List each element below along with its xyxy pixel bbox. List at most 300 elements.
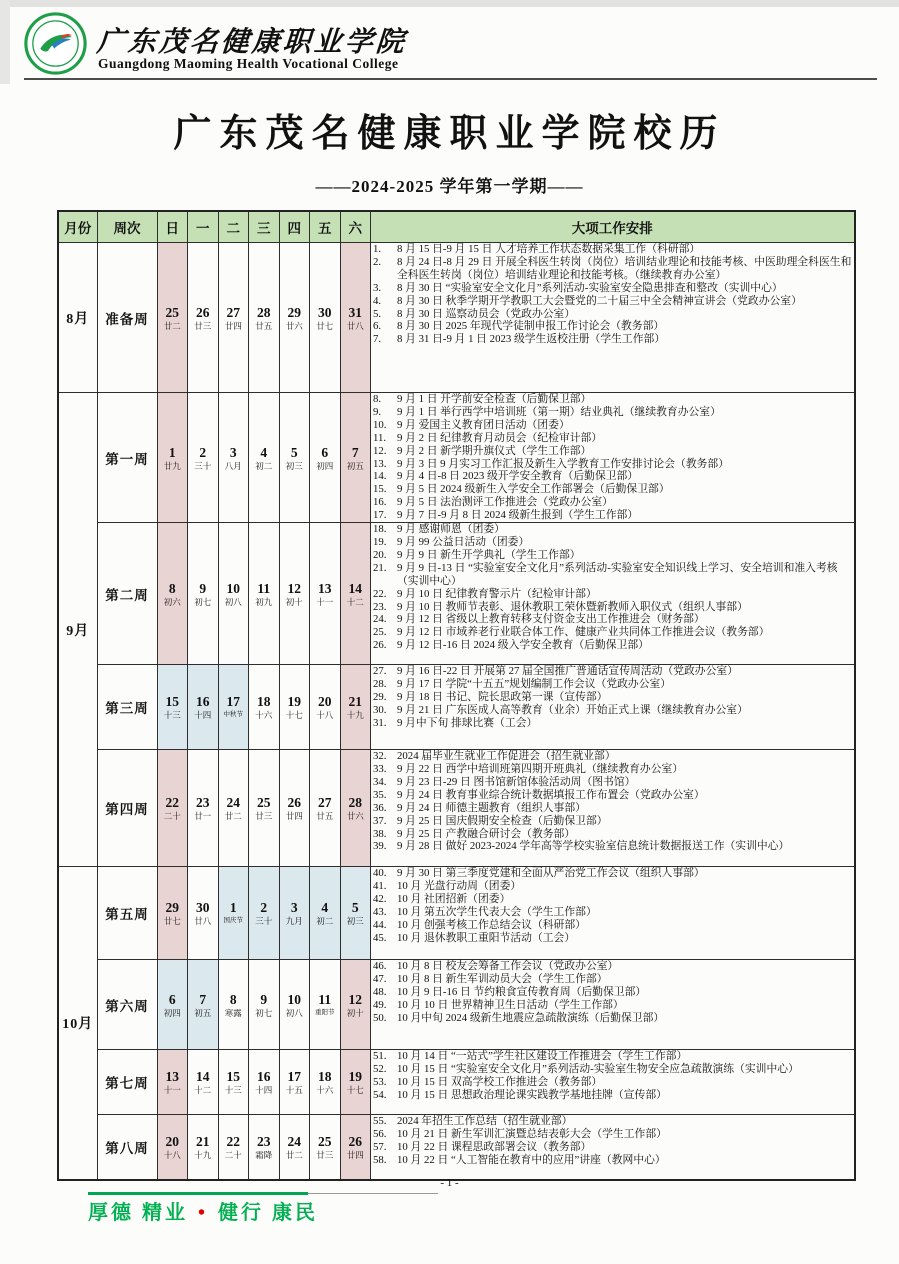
day-number: 28 xyxy=(348,795,362,811)
table-row xyxy=(58,243,855,393)
work-item xyxy=(371,588,854,601)
day-cell xyxy=(249,665,280,750)
day-cell xyxy=(188,243,219,393)
table-row xyxy=(58,665,855,750)
lunar-label: 二十 xyxy=(224,1149,242,1160)
work-item-text: 9 月 16 日-22 日 开展第 27 届全国推广普通话宣传周活动（党政办公室） xyxy=(397,665,738,678)
table-row xyxy=(58,1115,855,1180)
day-number: 20 xyxy=(318,694,332,710)
day-cell xyxy=(279,867,310,960)
work-item xyxy=(371,691,854,704)
work-item-text: 8 月 30 日 秋季学期开学教职工大会暨党的二十届三中全会精神宣讲会（党政办公室） xyxy=(397,294,802,307)
work-item-number: 28. xyxy=(373,677,387,690)
lunar-label: 初四 xyxy=(163,1007,181,1018)
work-item-number: 29. xyxy=(373,690,387,703)
lunar-label: 廿九 xyxy=(163,460,181,471)
day-cell xyxy=(157,243,188,393)
lunar-label: 初二 xyxy=(255,460,273,471)
day-cell xyxy=(157,393,188,523)
day-number: 24 xyxy=(287,1133,301,1149)
day-number: 10 xyxy=(226,580,240,596)
day-number: 30 xyxy=(318,304,332,320)
scan-edge xyxy=(0,0,10,84)
day-cell xyxy=(218,665,249,750)
day-cell xyxy=(340,1050,371,1115)
work-item-number: 15. xyxy=(373,483,387,496)
work-item xyxy=(371,840,854,853)
day-number: 16 xyxy=(196,694,210,710)
work-item xyxy=(371,458,854,471)
work-item xyxy=(371,1089,854,1102)
day-number: 29 xyxy=(165,900,179,916)
day-cell xyxy=(279,1050,310,1115)
work-item xyxy=(371,432,854,445)
lunar-label: 十一 xyxy=(316,596,334,607)
day-cell xyxy=(279,523,310,665)
lunar-label: 廿六 xyxy=(346,811,364,822)
lunar-label: 二十 xyxy=(163,811,181,822)
day-cell xyxy=(249,960,280,1050)
work-item-number: 7. xyxy=(373,333,382,346)
work-item-text: 9 月 10 日 纪律教育警示片（纪检审计部） xyxy=(397,587,597,600)
lunar-label: 十八 xyxy=(316,710,334,721)
work-item-text: 9 月 17 日 学院“十五五”规划编制工作会议（党政办公室） xyxy=(397,677,672,690)
work-item xyxy=(371,763,854,776)
work-item-text: 9 月 4 日-8 日 2023 级开学安全教育（后勤保卫部） xyxy=(397,470,639,483)
lunar-label: 初六 xyxy=(163,596,181,607)
day-number: 29 xyxy=(287,304,301,320)
lunar-label: 初五 xyxy=(194,1007,212,1018)
work-item xyxy=(371,562,854,588)
motto-left: 厚德 精业 xyxy=(88,1202,188,1224)
day-number: 21 xyxy=(196,1133,210,1149)
day-cell xyxy=(340,750,371,867)
work-item-number: 18. xyxy=(373,523,387,536)
day-number: 4 xyxy=(260,444,268,460)
lunar-label: 三十 xyxy=(194,460,212,471)
day-number: 7 xyxy=(199,991,207,1007)
lunar-label: 十六 xyxy=(255,710,273,721)
work-item xyxy=(371,986,854,999)
work-item xyxy=(371,639,854,652)
work-item xyxy=(371,333,854,346)
lunar-label: 重阳节 xyxy=(315,1008,335,1016)
day-cell xyxy=(249,243,280,393)
work-item-number: 16. xyxy=(373,496,387,509)
calendar-table-body xyxy=(58,243,855,1180)
work-item-number: 14. xyxy=(373,470,387,483)
work-item xyxy=(371,815,854,828)
header-divider xyxy=(24,78,877,80)
day-cell xyxy=(279,243,310,393)
work-item xyxy=(371,880,854,893)
table-header-row xyxy=(58,211,855,243)
work-item xyxy=(371,960,854,973)
work-item xyxy=(371,802,854,815)
col-header-day-sun: 日 xyxy=(157,211,188,243)
work-items-cell xyxy=(371,750,855,867)
work-item-number: 45. xyxy=(373,931,387,944)
work-item-number: 6. xyxy=(373,320,382,333)
work-item-number: 37. xyxy=(373,814,387,827)
work-item-text: 9 月 1 日 开学前安全检查（后勤保卫部） xyxy=(397,393,592,405)
work-item-number: 23. xyxy=(373,600,387,613)
work-item-number: 19. xyxy=(373,535,387,548)
work-item xyxy=(371,789,854,802)
work-item-text: 10 月 22 日 课程思政部署会议（教务部） xyxy=(397,1140,592,1153)
work-item-number: 40. xyxy=(373,867,387,880)
work-item-text: 9 月 12 日 省级以上教育转移支付资金支出工作推进会（财务部） xyxy=(397,613,705,626)
work-item-text: 9 月 30 日 第三季度党建和全面从严治党工作会议（组织人事部） xyxy=(397,867,705,880)
work-item-text: 9 月 2 日 新学期升旗仪式（学生工作部） xyxy=(397,444,592,457)
day-number: 26 xyxy=(287,795,301,811)
page-title: 广东茂名健康职业学院校历 xyxy=(173,113,726,155)
work-item-text: 10 月 第五次学生代表大会（学生工作部） xyxy=(397,905,597,918)
lunar-label: 初十 xyxy=(285,596,303,607)
work-item-number: 4. xyxy=(373,294,382,307)
work-item-number: 38. xyxy=(373,827,387,840)
work-item-text: 9 月 23 日-29 日 图书馆新馆体验活动周（图书馆） xyxy=(397,775,636,788)
day-cell xyxy=(310,243,341,393)
work-item-text: 9 月 28 日 做好 2023-2024 学年高等学校实验室信息统计数据报送工作（实训中心） xyxy=(397,840,790,853)
work-item-number: 34. xyxy=(373,775,387,788)
work-item-text: 10 月 21 日 新生军训汇演暨总结表彰大会（学生工作部） xyxy=(397,1127,667,1140)
day-number: 19 xyxy=(287,694,301,710)
work-item-number: 54. xyxy=(373,1088,387,1101)
work-item-number: 13. xyxy=(373,457,387,470)
col-header-day-sat: 六 xyxy=(340,211,371,243)
work-item-number: 26. xyxy=(373,639,387,652)
work-item-text: 9 月 22 日 西学中培训班第四期开班典礼（继续教育办公室） xyxy=(397,762,684,775)
work-item-text: 10 月 退休教职工重阳节活动（工会） xyxy=(397,931,576,944)
work-item-text: 10 月 15 日 “实验室安全文化月”系列活动-实验室生物安全应急疏散演练（实训中心） xyxy=(397,1062,799,1075)
day-cell xyxy=(279,1115,310,1180)
work-item xyxy=(371,919,854,932)
day-number: 3 xyxy=(229,444,237,460)
work-item-text: 9 月 5 日 法治测评工作推进会（党政办公室） xyxy=(397,496,613,509)
motto-dot: • xyxy=(198,1202,209,1224)
day-cell xyxy=(310,960,341,1050)
day-number: 5 xyxy=(351,900,359,916)
work-item-text: 8 月 30 日 “实验室安全文化月”系列活动-实验室安全隐患排查和整改（实训中心） xyxy=(397,281,783,294)
lunar-label: 十七 xyxy=(346,1085,364,1096)
work-item xyxy=(371,717,854,730)
work-item-text: 9 月 12 日 市域养老行业联合体工作、健康产业共同体工作推进会议（教务部） xyxy=(397,626,770,639)
work-items-cell xyxy=(371,393,855,523)
day-cell xyxy=(279,393,310,523)
day-number: 15 xyxy=(226,1069,240,1085)
day-cell xyxy=(157,665,188,750)
work-item-text: 9 月 10 日 教师节表彰、退休教职工荣休暨新教师入职仪式（组织人事部） xyxy=(397,600,748,613)
work-item-text: 10 月 8 日 新生军训动员大会（学生工作部） xyxy=(397,972,608,985)
work-item xyxy=(371,536,854,549)
lunar-label: 十三 xyxy=(163,710,181,721)
day-number: 11 xyxy=(257,580,271,596)
lunar-label: 廿二 xyxy=(224,811,242,822)
work-item-number: 24. xyxy=(373,613,387,626)
work-item-number: 52. xyxy=(373,1062,387,1075)
work-item-text: 10 月 创强考核工作总结会议（科研部） xyxy=(397,918,586,931)
day-cell xyxy=(157,750,188,867)
lunar-label: 初二 xyxy=(316,916,334,927)
work-item-number: 27. xyxy=(373,665,387,678)
week-cell: 第八周 xyxy=(97,1115,157,1180)
day-cell xyxy=(188,665,219,750)
motto-right: 健行 康民 xyxy=(218,1202,319,1224)
day-number: 8 xyxy=(168,580,176,596)
lunar-label: 廿八 xyxy=(194,916,212,927)
page-subtitle: ——2024-2025 学年第一学期—— xyxy=(315,177,584,196)
lunar-label: 初九 xyxy=(255,596,273,607)
work-item xyxy=(371,393,854,406)
week-cell: 第七周 xyxy=(97,1050,157,1115)
day-number: 7 xyxy=(351,444,359,460)
lunar-label: 八月 xyxy=(224,460,242,471)
footer-gray-line xyxy=(308,1193,438,1194)
work-item-number: 42. xyxy=(373,892,387,905)
col-header-week: 周次 xyxy=(97,211,157,243)
footer-green-line xyxy=(88,1192,308,1195)
work-item xyxy=(371,419,854,432)
work-item-text: 10 月中旬 2024 级新生地震应急疏散演练（后勤保卫部） xyxy=(397,1011,665,1024)
day-cell xyxy=(340,393,371,523)
work-item-text: 9 月 感谢师恩（团委） xyxy=(397,523,505,536)
work-item-text: 10 月 14 日 “一站式”学生社区建设工作推进会（学生工作部） xyxy=(397,1050,688,1063)
work-item-number: 57. xyxy=(373,1140,387,1153)
work-item xyxy=(371,776,854,789)
work-item-number: 22. xyxy=(373,587,387,600)
work-item-number: 41. xyxy=(373,879,387,892)
work-item-number: 9. xyxy=(373,405,382,418)
calendar-table xyxy=(57,210,856,1181)
month-cell: 8月 xyxy=(58,243,97,393)
day-cell xyxy=(157,1115,188,1180)
day-cell xyxy=(340,665,371,750)
col-header-day-wed: 三 xyxy=(249,211,280,243)
work-item xyxy=(371,665,854,678)
work-item xyxy=(371,549,854,562)
work-item-number: 36. xyxy=(373,801,387,814)
day-cell xyxy=(218,750,249,867)
day-cell xyxy=(218,393,249,523)
work-item-number: 33. xyxy=(373,762,387,775)
work-item-text: 10 月 15 日 思想政治理论课实践教学基地挂牌（宣传部） xyxy=(397,1088,667,1101)
work-item xyxy=(371,999,854,1012)
work-item-number: 11. xyxy=(373,431,387,444)
work-item xyxy=(371,1063,854,1076)
day-number: 30 xyxy=(196,900,210,916)
table-row xyxy=(58,867,855,960)
lunar-label: 国庆节 xyxy=(223,917,243,925)
work-item-text: 10 月 22 日 “人工智能在教育中的应用”讲座（教网中心） xyxy=(397,1153,666,1166)
table-row xyxy=(58,750,855,867)
day-cell xyxy=(188,523,219,665)
work-item-number: 58. xyxy=(373,1153,387,1166)
day-number: 12 xyxy=(348,991,362,1007)
week-cell: 第六周 xyxy=(97,960,157,1050)
day-cell xyxy=(249,750,280,867)
month-cell: 9月 xyxy=(58,393,97,867)
work-item xyxy=(371,1115,854,1128)
work-items-cell xyxy=(371,1115,855,1180)
lunar-label: 十九 xyxy=(346,710,364,721)
day-number: 18 xyxy=(318,1069,332,1085)
work-item-number: 30. xyxy=(373,703,387,716)
day-cell xyxy=(249,393,280,523)
lunar-label: 十二 xyxy=(346,596,364,607)
day-number: 12 xyxy=(287,580,301,596)
day-cell xyxy=(340,243,371,393)
work-item-text: 9 月 爱国主义教育团日活动（团委） xyxy=(397,418,570,431)
day-number: 18 xyxy=(257,694,271,710)
day-cell xyxy=(218,1050,249,1115)
day-number: 22 xyxy=(226,1133,240,1149)
day-number: 11 xyxy=(318,991,332,1007)
work-item-number: 17. xyxy=(373,509,387,522)
page-number: - 1 - xyxy=(440,1177,459,1189)
day-cell xyxy=(188,750,219,867)
day-cell xyxy=(218,243,249,393)
lunar-label: 初八 xyxy=(285,1007,303,1018)
table-row xyxy=(58,393,855,523)
work-item-text: 9 月 18 日 书记、院长思政第一课（宣传部） xyxy=(397,690,608,703)
work-item-number: 50. xyxy=(373,1011,387,1024)
day-cell xyxy=(310,523,341,665)
day-number: 31 xyxy=(348,304,362,320)
day-number: 6 xyxy=(168,991,176,1007)
work-item xyxy=(371,445,854,458)
day-number: 24 xyxy=(226,795,240,811)
work-item xyxy=(371,1076,854,1089)
work-item-text: 9 月 7 日-9 月 8 日 2024 级新生报到（学生工作部） xyxy=(397,509,639,522)
day-cell xyxy=(340,867,371,960)
work-item-number: 1. xyxy=(373,243,382,255)
lunar-label: 十二 xyxy=(194,1085,212,1096)
work-item-text: 9 月 24 日 教育事业综合统计数据填报工作布置会（党政办公室） xyxy=(397,788,705,801)
day-number: 25 xyxy=(257,795,271,811)
work-item xyxy=(371,483,854,496)
col-header-day-fri: 五 xyxy=(310,211,341,243)
day-cell xyxy=(218,523,249,665)
day-cell xyxy=(249,1050,280,1115)
work-item-number: 51. xyxy=(373,1050,387,1063)
day-number: 5 xyxy=(290,444,298,460)
day-cell xyxy=(310,393,341,523)
work-item-text: 9 月中下旬 排球比赛（工会） xyxy=(397,716,538,729)
work-item-number: 25. xyxy=(373,626,387,639)
day-number: 23 xyxy=(196,795,210,811)
day-number: 19 xyxy=(348,1069,362,1085)
work-item-number: 48. xyxy=(373,985,387,998)
day-cell xyxy=(249,867,280,960)
day-cell xyxy=(188,393,219,523)
work-item-text: 9 月 25 日 产教融合研讨会（教务部） xyxy=(397,827,576,840)
month-cell: 10月 xyxy=(58,867,97,1180)
school-motto xyxy=(88,1196,318,1225)
day-cell xyxy=(310,750,341,867)
lunar-label: 初四 xyxy=(316,460,334,471)
day-number: 17 xyxy=(226,694,240,710)
week-cell: 第一周 xyxy=(97,393,157,523)
day-cell xyxy=(157,867,188,960)
day-number: 1 xyxy=(168,444,176,460)
col-header-day-thu: 四 xyxy=(279,211,310,243)
work-item xyxy=(371,750,854,763)
work-item-text: 9 月 12 日-16 日 2024 级入学安全教育（后勤保卫部） xyxy=(397,639,649,652)
lunar-label: 初七 xyxy=(255,1007,273,1018)
work-items-cell xyxy=(371,523,855,665)
work-item-text: 9 月 2 日 纪律教育月动员会（纪检审计部） xyxy=(397,431,603,444)
work-item-number: 49. xyxy=(373,998,387,1011)
lunar-label: 初八 xyxy=(224,596,242,607)
work-item xyxy=(371,601,854,614)
day-number: 17 xyxy=(287,1069,301,1085)
work-item-number: 10. xyxy=(373,418,387,431)
day-cell xyxy=(218,960,249,1050)
day-cell xyxy=(157,960,188,1050)
table-row xyxy=(58,960,855,1050)
work-item-text: 2024 届毕业生就业工作促进会（招生就业部） xyxy=(397,750,616,763)
lunar-label: 初十 xyxy=(346,1007,364,1018)
day-cell xyxy=(279,960,310,1050)
work-item xyxy=(371,256,854,282)
work-item-text: 10 月 9 日-16 日 节约粮食宣传教育周（后勤保卫部） xyxy=(397,985,647,998)
work-item xyxy=(371,867,854,880)
day-cell xyxy=(188,867,219,960)
work-item xyxy=(371,282,854,295)
college-logo-icon xyxy=(24,12,87,75)
work-item-number: 21. xyxy=(373,561,387,574)
work-item xyxy=(371,406,854,419)
day-number: 25 xyxy=(165,304,179,320)
lunar-label: 初三 xyxy=(285,460,303,471)
day-cell xyxy=(310,665,341,750)
work-item xyxy=(371,295,854,308)
day-number: 16 xyxy=(257,1069,271,1085)
lunar-label: 廿六 xyxy=(285,320,303,331)
lunar-label: 中秋节 xyxy=(223,711,243,719)
work-item xyxy=(371,1050,854,1063)
day-cell xyxy=(340,523,371,665)
day-cell xyxy=(249,1115,280,1180)
work-item xyxy=(371,1154,854,1167)
work-item-number: 46. xyxy=(373,960,387,973)
work-item-text: 8 月 31 日-9 月 1 日 2023 级学生返校注册（学生工作部） xyxy=(397,333,666,346)
work-item-number: 35. xyxy=(373,788,387,801)
lunar-label: 十七 xyxy=(285,710,303,721)
work-item-text: 2024 年招生工作总结（招生就业部） xyxy=(397,1115,573,1128)
lunar-label: 廿四 xyxy=(285,811,303,822)
lunar-label: 初七 xyxy=(194,596,212,607)
work-item xyxy=(371,509,854,522)
work-items-cell xyxy=(371,960,855,1050)
day-number: 25 xyxy=(318,1133,332,1149)
work-item-text: 9 月 21 日 广东医成人高等教育（业余）开始正式上课（继续教育办公室） xyxy=(397,703,748,716)
day-number: 9 xyxy=(199,580,207,596)
col-header-work: 大项工作安排 xyxy=(371,211,855,243)
work-item xyxy=(371,243,854,256)
work-items-cell xyxy=(371,867,855,960)
day-cell xyxy=(310,1050,341,1115)
header-college-name-cn: 广东茂名健康职业学院 xyxy=(95,27,408,58)
lunar-label: 寒露 xyxy=(224,1007,242,1018)
day-number: 13 xyxy=(165,1069,179,1085)
header-college-name-en: Guangdong Maoming Health Vocational College xyxy=(98,56,399,71)
day-number: 22 xyxy=(165,795,179,811)
work-item xyxy=(371,932,854,945)
day-cell xyxy=(188,960,219,1050)
work-item xyxy=(371,613,854,626)
